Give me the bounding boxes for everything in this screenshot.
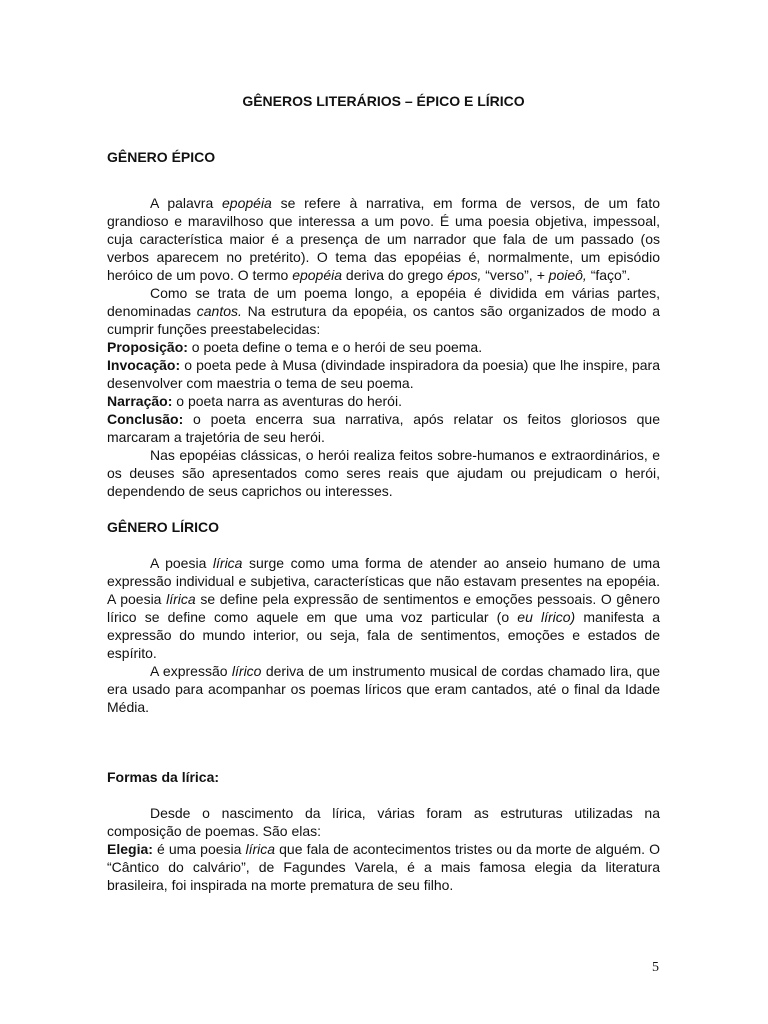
part-narracao [107,392,660,410]
epico-paragraph-2: Como se trata de um poema longo, a epopéia é dividida em várias partes, denominadas cantos. Na estrutura da epopéia, os cantos são organizados de modo a cumprir funções preestabelecidas: [107,285,661,337]
term-label: Conclusão: [107,411,184,427]
epico-paragraph-3: Nas epopéias clássicas, o herói realiza feitos sobre-humanos e extraordinários, e os deuses são apresentados como seres reais que ajudam ou prejudicam o herói, dependendo de seus caprichos ou interesses. [107,447,660,499]
italic-term: épos, [447,267,482,283]
lirico-paragraph-1: A poesia lírica surge como uma forma de atender ao anseio humano de uma expressão individual e subjetiva, características que não estavam presentes na epopéia. A poesia lírica se define pela expressão de sentimentos e emoções pessoais. O gênero lírico se define como aquele em que uma voz particular (o eu lírico) manifesta a expressão do mundo interior, ou seja, fala de sentimentos, emoções e estados de espírito. [107,555,661,661]
italic-term: epopéia [222,195,272,211]
part-conclusao [107,410,660,446]
section-heading-formas: Formas da lírica: [107,769,220,785]
term-label: Narração: [107,393,173,409]
formas-paragraph-1: Desde o nascimento da lírica, várias foram as estruturas utilizadas na composição de poemas. São elas: [107,805,660,839]
part-proposicao [107,338,660,356]
term-label: Elegia: [107,841,153,857]
term-text: o poeta narra as aventuras do herói. [172,393,402,409]
italic-term: epopéia [292,267,343,283]
italic-term: lírica [212,555,243,571]
lirico-paragraph-2: A expressão lírico deriva de um instrumento musical de cordas chamado lira, que era usado para acompanhar os poemas líricos que eram cantados, até o final da Idade Média. [107,663,661,715]
italic-term: lírica [245,841,276,857]
term-label: Invocação: [107,357,181,373]
term-text: o poeta define o tema e o herói de seu poema. [187,339,483,355]
term-text: o poeta pede à Musa (divindade inspiradora da poesia) que lhe inspire, para desenvolver com maestria o tema de seu poema. [107,357,660,391]
italic-term: lírica [166,591,196,607]
term-label: Proposição: [107,339,188,355]
document-body [107,92,660,894]
italic-term: + poieô, [536,267,587,283]
section-heading-lirico: GÊNERO LÍRICO [107,519,220,535]
section-heading-epico: GÊNERO ÉPICO [107,149,216,165]
italic-term: cantos. [196,303,242,319]
elegia-paragraph: Elegia: é uma poesia lírica que fala de acontecimentos tristes ou da morte de alguém. O “Cântico do calvário”, de Fagundes Varela, é a mais famosa elegia da literatura brasileira, foi inspirada na morte prematura de seu filho. [107,841,660,893]
epico-paragraph-1: A palavra epopéia se refere à narrativa, em forma de versos, de um fato grandioso e maravilhoso que interessa a um povo. É uma poesia objetiva, impessoal, cuja característica maior é a presença de um narrador que fala de um passado (os verbos aparecem no pretérito). O tema das epopéias é, normalmente, um episódio heróico de um povo. O termo epopéia deriva do grego épos, “verso”, + poieô, “faço”. [107,195,661,283]
page-number: 5 [652,960,659,975]
italic-term: eu lírico) [517,609,576,625]
part-invocacao [107,356,660,392]
document-title: GÊNEROS LITERÁRIOS – ÉPICO E LÍRICO [242,93,525,109]
italic-term: lírico [231,663,262,679]
term-text: o poeta encerra sua narrativa, após relatar os feitos gloriosos que marcaram a trajetória de seu herói. [107,411,660,445]
